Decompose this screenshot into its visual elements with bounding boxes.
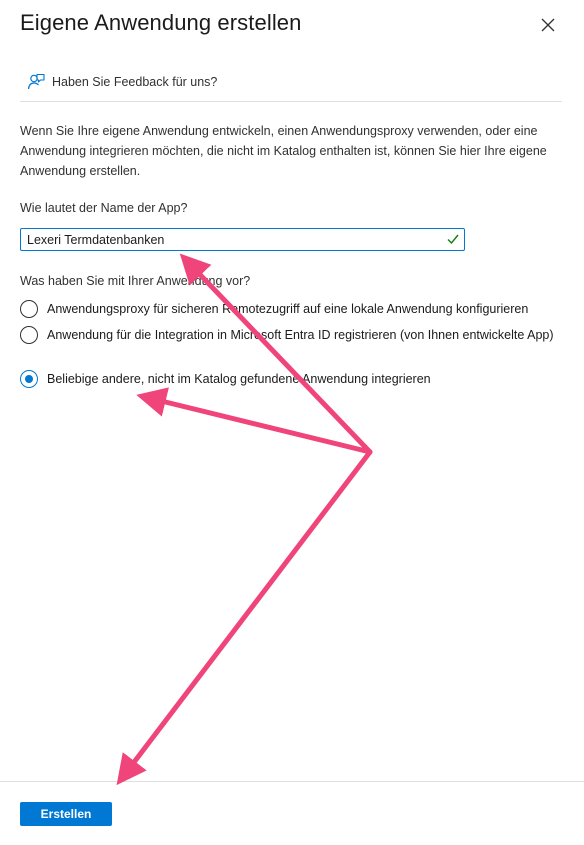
app-name-input[interactable]: [21, 229, 464, 250]
radio-option-app-proxy[interactable]: [20, 300, 560, 318]
radio-button-selected[interactable]: [20, 370, 38, 388]
feedback-link[interactable]: [20, 62, 562, 102]
radio-button[interactable]: [20, 300, 38, 318]
radio-option-non-gallery[interactable]: [20, 370, 560, 388]
annotation-arrow-option: [145, 397, 370, 452]
radio-button[interactable]: [20, 326, 38, 344]
radio-label: Beliebige andere, nicht im Katalog gefundene Anwendung integrieren: [47, 372, 431, 386]
dialog-description: Wenn Sie Ihre eigene Anwendung entwickeln, einen Anwendungsproxy verwenden, oder eine Anwendung integrieren möchten, die nicht im Katalog enthalten ist, können Sie hier Ihre eigene Anwendung erstellen.: [20, 124, 547, 178]
feedback-person-icon: [26, 72, 46, 92]
close-button[interactable]: [538, 15, 558, 35]
radio-label: Anwendung für die Integration in Microsoft Entra ID registrieren (von Ihnen entwickelte App): [47, 328, 554, 342]
purpose-question: Was haben Sie mit Ihrer Anwendung vor?: [20, 274, 251, 288]
create-button[interactable]: Erstellen: [20, 802, 112, 826]
footer-divider: [0, 781, 584, 782]
feedback-label: Haben Sie Feedback für uns?: [52, 74, 218, 89]
annotation-arrow-create: [122, 452, 370, 778]
radio-option-register-entra[interactable]: [20, 326, 560, 344]
annotation-arrow-name: [186, 260, 370, 452]
app-name-field: [20, 228, 465, 251]
dialog-title: Eigene Anwendung erstellen: [20, 10, 302, 35]
radio-label: Anwendungsproxy für sicheren Remotezugriff auf eine lokale Anwendung konfigurieren: [47, 302, 529, 316]
app-name-label: Wie lautet der Name der App?: [20, 201, 188, 215]
checkmark-icon: [447, 233, 459, 245]
close-icon: [541, 18, 555, 32]
